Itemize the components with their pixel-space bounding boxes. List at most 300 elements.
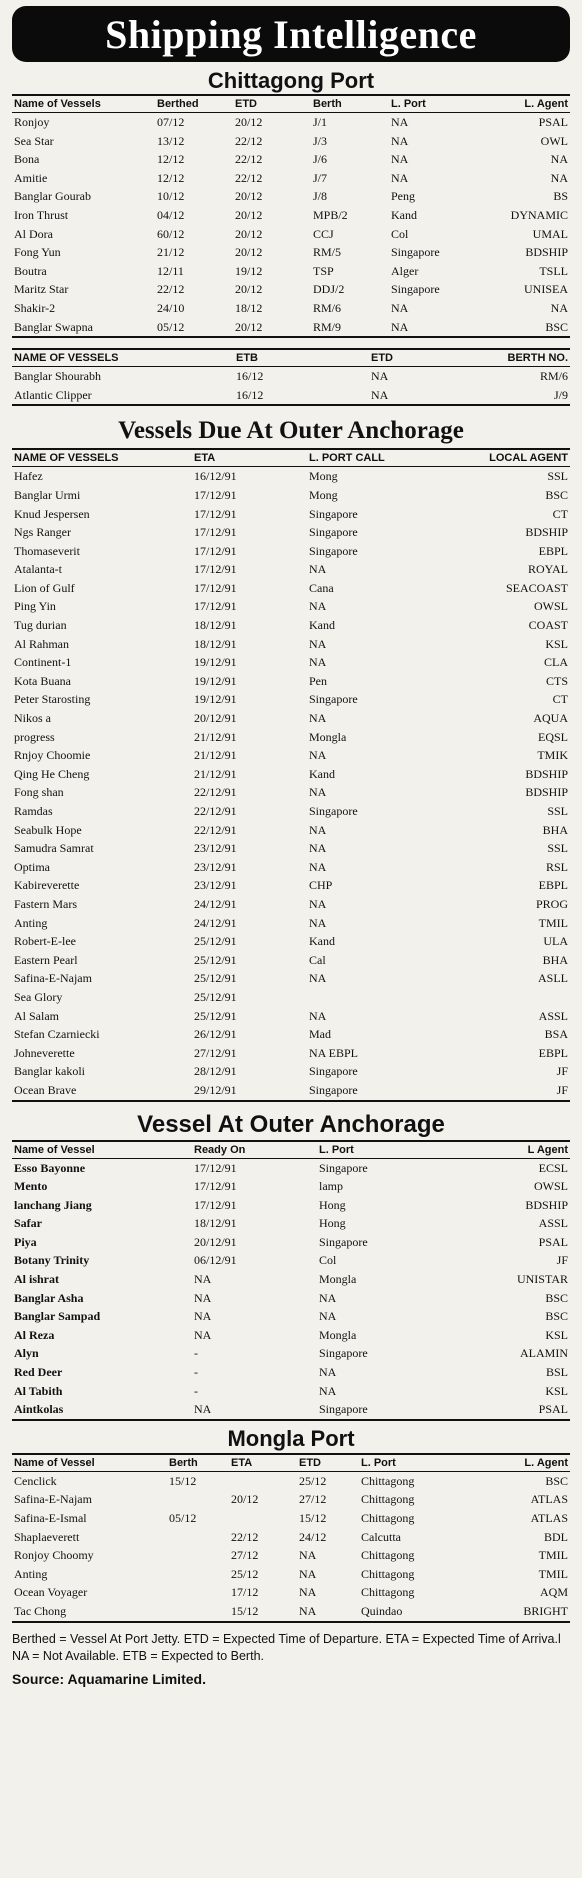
due-cell: Anting (14, 915, 48, 930)
table-row (12, 765, 570, 784)
due-cell: NA (309, 971, 327, 986)
chittagong-cell: J/1 (313, 115, 328, 129)
outer-cell: Red Deer (14, 1365, 63, 1380)
due-cell: Qing He Cheng (14, 766, 90, 781)
table-row (12, 1196, 570, 1215)
due-cell: NA (309, 711, 327, 726)
due-cell: CLA (544, 655, 568, 670)
due-cell: SSL (547, 469, 568, 484)
vessels-due-title: Vessels Due At Outer Anchorage (118, 417, 464, 445)
outer-cell: Mongla (319, 1272, 357, 1287)
outer-cell: Hong (319, 1197, 346, 1212)
due-cell: Seabulk Hope (14, 822, 82, 837)
due-cell: EQSL (538, 729, 568, 744)
table-row (12, 169, 570, 188)
table-row (12, 1326, 570, 1345)
table-row (12, 1471, 570, 1490)
outer-cell: Banglar Sampad (14, 1309, 101, 1324)
etb-header-3: BERTH NO. (469, 350, 570, 367)
outer-cell: Hong (319, 1216, 346, 1231)
chittagong-header-3: Berth (311, 96, 389, 113)
chittagong-cell: 20/12 (235, 245, 263, 260)
mongla-cell: Ocean Voyager (14, 1585, 88, 1600)
outer-cell: BDSHIP (525, 1197, 568, 1212)
chittagong-cell: Iron Thrust (14, 207, 69, 222)
chittagong-header-5: L. Agent (484, 96, 570, 113)
outer-cell: ASSL (538, 1216, 568, 1231)
due-cell: NA (309, 636, 327, 651)
chittagong-header-4: L. Port (389, 96, 484, 113)
chittagong-cell: RM/6 (313, 300, 342, 315)
due-cell: BDSHIP (525, 766, 568, 781)
due-header-1: ETA (192, 450, 307, 467)
etb-cell: NA (371, 387, 389, 402)
mongla-cell: TMIL (538, 1548, 568, 1563)
mongla-cell: NA (299, 1548, 317, 1563)
due-cell: Safina-E-Najam (14, 971, 92, 986)
mongla-cell: 15/12 (299, 1511, 327, 1525)
due-cell: AQUA (533, 711, 568, 726)
due-cell: SSL (547, 804, 568, 818)
chittagong-cell: 20/12 (235, 189, 263, 204)
outer-cell: OWSL (534, 1179, 568, 1194)
due-cell: NA (309, 599, 327, 614)
outer-cell: 06/12/91 (194, 1253, 237, 1268)
outer-cell: ALAMIN (520, 1346, 568, 1361)
due-cell: 17/12/91 (194, 562, 237, 577)
chittagong-cell: NA (550, 152, 568, 167)
table-row (12, 932, 570, 951)
chittagong-port-title: Chittagong Port (207, 68, 375, 93)
table-row (12, 1400, 570, 1419)
table-row (12, 1528, 570, 1547)
vessel-at-outer-title: Vessel At Outer Anchorage (137, 1110, 445, 1138)
due-cell: Lion of Gulf (14, 580, 75, 595)
chittagong-cell: TSP (313, 263, 334, 278)
table-row (12, 1382, 570, 1401)
table-row (12, 802, 570, 821)
due-cell (307, 988, 437, 1007)
due-cell: 24/12/91 (194, 896, 237, 911)
due-cell: Ngs Ranger (14, 525, 71, 540)
mongla-cell: Tac Chong (14, 1603, 67, 1618)
chittagong-cell: 10/12 (157, 189, 185, 204)
mongla-cell: 25/12 (299, 1473, 327, 1488)
chittagong-cell: 18/12 (235, 300, 263, 315)
chittagong-cell: Peng (391, 189, 415, 204)
due-cell: Ramdas (14, 804, 53, 818)
outer-cell: NA (194, 1290, 212, 1305)
due-cell: Rnjoy Choomie (14, 748, 91, 763)
mongla-cell (167, 1583, 229, 1602)
outer-cell: 18/12/91 (194, 1216, 237, 1231)
table-row (12, 1044, 570, 1063)
table-row (12, 635, 570, 654)
outer-cell: Safar (14, 1216, 42, 1231)
due-cell: Pen (309, 673, 327, 688)
table-row (12, 1509, 570, 1528)
due-table-box (12, 448, 570, 1101)
due-cell: 16/12/91 (194, 469, 237, 484)
outer-cell: NA (319, 1383, 337, 1398)
chittagong-cell: Kand (391, 207, 417, 222)
outer-cell: Botany Trinity (14, 1253, 90, 1268)
chittagong-cell: BSC (545, 319, 568, 334)
chittagong-cell: 22/12 (235, 152, 263, 167)
chittagong-cell: 12/12 (157, 170, 185, 185)
table-row (12, 783, 570, 802)
table-row (12, 113, 570, 132)
chittagong-cell: 04/12 (157, 207, 185, 222)
chittagong-cell: 24/10 (157, 300, 185, 315)
mongla-header-5: L. Agent (469, 1455, 570, 1472)
chittagong-cell: 19/12 (235, 263, 263, 278)
due-cell: Samudra Samrat (14, 841, 94, 856)
page-title: Shipping Intelligence (12, 6, 570, 62)
outer-cell: NA (319, 1309, 337, 1324)
due-cell: NA (309, 822, 327, 837)
due-cell: JF (556, 1082, 568, 1097)
table-row (12, 1565, 570, 1584)
due-cell: Mongla (309, 729, 347, 744)
chittagong-cell: Sea Star (14, 133, 54, 148)
chittagong-cell: Banglar Swapna (14, 319, 93, 334)
chittagong-cell: DYNAMIC (510, 207, 568, 222)
table-row (12, 1307, 570, 1326)
due-cell: BDSHIP (525, 525, 568, 540)
due-cell: Singapore (309, 692, 358, 707)
due-cell: Singapore (309, 543, 358, 558)
due-cell: NA (309, 859, 327, 874)
mongla-cell: AQM (539, 1585, 568, 1600)
mongla-cell (167, 1490, 229, 1509)
table-row (12, 1289, 570, 1308)
table-row (12, 505, 570, 524)
due-cell: Robert-E-lee (14, 934, 76, 949)
table-row (12, 858, 570, 877)
outer-cell: Piya (14, 1234, 37, 1249)
chittagong-cell: Col (391, 226, 409, 241)
chittagong-cell: BDSHIP (525, 245, 568, 260)
due-cell: BHA (542, 822, 568, 837)
due-cell: Kota Buana (14, 673, 71, 688)
due-cell: COAST (528, 618, 568, 633)
table-row (12, 243, 570, 262)
due-cell: CTS (545, 673, 568, 688)
outer-cell: 17/12/91 (194, 1197, 237, 1212)
table-row (12, 132, 570, 151)
mongla-cell: Chittagong (361, 1511, 415, 1525)
outer-cell: PSAL (538, 1234, 568, 1249)
due-cell: Singapore (309, 506, 358, 521)
mongla-cell: Shaplaeverett (14, 1529, 80, 1544)
due-cell: 21/12/91 (194, 766, 237, 781)
mongla-cell: Safina-E-Ismal (14, 1511, 87, 1525)
mongla-cell: NA (299, 1585, 317, 1600)
table-row (12, 367, 570, 386)
outer-cell: Esso Bayonne (14, 1160, 86, 1175)
chittagong-cell: 22/12 (235, 170, 263, 185)
due-cell: 25/12/91 (194, 971, 237, 986)
chittagong-cell: UNISEA (524, 282, 568, 297)
due-cell: CHP (309, 878, 333, 893)
chittagong-cell: 20/12 (235, 282, 263, 297)
mongla-cell: 24/12 (299, 1529, 327, 1544)
chittagong-cell: 13/12 (157, 133, 185, 148)
chittagong-cell: CCJ (313, 226, 334, 241)
outer-cell: Al ishrat (14, 1272, 59, 1287)
outer-cell: - (194, 1365, 198, 1380)
table-row (12, 597, 570, 616)
mongla-table (12, 1455, 570, 1621)
table-row (12, 1490, 570, 1509)
due-cell: Singapore (309, 1064, 358, 1079)
outer-cell: ECSL (538, 1160, 568, 1175)
due-cell: 18/12/91 (194, 618, 237, 633)
due-cell: Johneverette (14, 1045, 75, 1060)
due-cell: 21/12/91 (194, 729, 237, 744)
chittagong-cell: Alger (391, 263, 419, 278)
source-credit: Source: Aquamarine Limited. (12, 1670, 206, 1687)
mongla-header-0: Name of Vessel (12, 1455, 167, 1472)
outer-cell: Mento (14, 1179, 48, 1194)
mongla-cell: 27/12 (231, 1548, 259, 1563)
due-cell: 19/12/91 (194, 692, 237, 707)
chittagong-table-box (12, 94, 570, 338)
table-row (12, 1214, 570, 1233)
due-cell: Cal (309, 952, 326, 967)
due-cell: 17/12/91 (194, 543, 237, 558)
due-cell: BSC (545, 487, 568, 502)
mongla-cell: Anting (14, 1566, 48, 1581)
due-cell: CT (552, 506, 568, 521)
chittagong-cell: OWL (540, 133, 568, 148)
due-header-0: NAME OF VESSELS (12, 450, 192, 467)
chittagong-cell: 05/12 (157, 319, 185, 334)
chittagong-cell: 12/11 (157, 263, 184, 278)
outer-cell: BSL (545, 1365, 568, 1380)
table-row (12, 579, 570, 598)
table-row (12, 1363, 570, 1382)
due-cell: 25/12/91 (194, 934, 237, 949)
chittagong-cell: RM/5 (313, 245, 342, 260)
table-row (12, 1007, 570, 1026)
table-row (12, 876, 570, 895)
mongla-cell (229, 1509, 297, 1528)
due-cell: BSA (544, 1027, 568, 1042)
chittagong-cell: NA (391, 319, 409, 334)
outer-cell: Singapore (319, 1402, 368, 1417)
outer-cell: NA (319, 1365, 337, 1380)
due-cell: Mad (309, 1027, 331, 1042)
table-row (12, 280, 570, 299)
due-table (12, 450, 570, 1099)
outer-cell: Col (319, 1253, 337, 1268)
outer-cell: Banglar Asha (14, 1290, 84, 1305)
chittagong-cell: Ronjoy (14, 115, 50, 129)
table-row (12, 1583, 570, 1602)
due-cell: Fong shan (14, 785, 64, 800)
footnote: Berthed = Vessel At Port Jetty. ETD = Expected Time of Departure. ETA = Expected Time of Arriva.l NA = Not Available. ETB = Expected to Berth. (12, 1631, 561, 1663)
table-row (12, 225, 570, 244)
due-cell: Sea Glory (14, 989, 63, 1004)
due-cell: SEACOAST (505, 580, 568, 595)
table-row (12, 839, 570, 858)
chittagong-cell: Bona (14, 152, 40, 167)
due-cell: NA (309, 785, 327, 800)
due-cell: 24/12/91 (194, 915, 237, 930)
mongla-cell: BSC (545, 1473, 568, 1488)
chittagong-cell: Maritz Star (14, 282, 69, 297)
etb-header-2: ETD (369, 350, 469, 367)
outer-cell: Mongla (319, 1327, 357, 1342)
chittagong-cell: NA (391, 115, 409, 129)
due-header-3: LOCAL AGENT (437, 450, 570, 467)
chittagong-cell: NA (391, 300, 409, 315)
outer-table (12, 1142, 570, 1419)
outer-cell: lamp (319, 1179, 343, 1194)
mongla-cell: ATLAS (530, 1511, 568, 1525)
table-row (12, 746, 570, 765)
due-cell: Thomaseverit (14, 543, 80, 558)
outer-cell: NA (194, 1402, 212, 1417)
due-cell: Kabireverette (14, 878, 80, 893)
outer-header-1: Ready On (192, 1142, 317, 1159)
outer-cell: Singapore (319, 1234, 368, 1249)
chittagong-cell: 21/12 (157, 245, 185, 260)
table-row (12, 1158, 570, 1177)
mongla-port-title: Mongla Port (227, 1425, 355, 1451)
outer-cell: 20/12/91 (194, 1234, 237, 1249)
table-row (12, 914, 570, 933)
mongla-cell: TMIL (538, 1566, 568, 1581)
due-cell: Mong (309, 487, 338, 502)
mongla-cell: 22/12 (231, 1529, 259, 1544)
outer-header-3: L Agent (447, 1142, 570, 1159)
outer-cell: UNISTAR (516, 1272, 568, 1287)
due-cell: BHA (542, 952, 568, 967)
due-cell: 17/12/91 (194, 506, 237, 521)
due-cell: Banglar Urmi (14, 487, 81, 502)
newspaper-clipping (12, 6, 570, 1687)
due-cell: Kand (309, 618, 335, 633)
chittagong-cell: PSAL (538, 115, 568, 129)
outer-cell: NA (194, 1272, 212, 1287)
due-cell (437, 988, 570, 1007)
table-row (12, 1602, 570, 1621)
outer-header-2: L. Port (317, 1142, 447, 1159)
mongla-cell: Ronjoy Choomy (14, 1548, 94, 1563)
mongla-cell: NA (299, 1603, 317, 1618)
due-cell: Kand (309, 934, 335, 949)
due-cell: 17/12/91 (194, 525, 237, 540)
due-cell: 25/12/91 (194, 952, 237, 967)
due-cell: Banglar kakoli (14, 1064, 85, 1079)
mongla-cell (167, 1565, 229, 1584)
due-cell: CT (552, 692, 568, 707)
due-cell: 23/12/91 (194, 878, 237, 893)
due-cell: 28/12/91 (194, 1064, 237, 1079)
due-cell: Ping Yin (14, 599, 56, 614)
outer-cell: BSC (545, 1290, 568, 1305)
mongla-header-2: ETA (229, 1455, 297, 1472)
outer-cell: Singapore (319, 1160, 368, 1175)
mongla-cell: Chittagong (361, 1566, 415, 1581)
chittagong-cell: Fong Yun (14, 245, 61, 260)
due-cell: Singapore (309, 1082, 358, 1097)
due-cell: Fastern Mars (14, 896, 77, 911)
chittagong-cell: NA (391, 133, 409, 148)
mongla-cell: 20/12 (231, 1492, 259, 1507)
due-cell: NA (309, 915, 327, 930)
table-row (12, 1081, 570, 1100)
due-cell: 25/12/91 (194, 1008, 237, 1023)
due-cell: Kand (309, 766, 335, 781)
chittagong-cell: Shakir-2 (14, 300, 56, 315)
chittagong-table (12, 96, 570, 336)
table-row (12, 1233, 570, 1252)
due-cell: EBPL (538, 878, 568, 893)
table-row (12, 299, 570, 318)
etb-cell: Atlantic Clipper (14, 387, 92, 402)
mongla-cell: NA (299, 1566, 317, 1581)
due-cell: 21/12/91 (194, 748, 237, 763)
outer-cell: KSL (545, 1327, 568, 1342)
etb-cell: J/9 (553, 387, 568, 402)
mongla-cell: BRIGHT (523, 1603, 568, 1618)
mongla-cell: 17/12 (231, 1585, 259, 1600)
etb-cell: 16/12 (236, 369, 264, 384)
due-cell: 17/12/91 (194, 487, 237, 502)
chittagong-cell: NA (550, 300, 568, 315)
due-cell: Mong (309, 469, 338, 484)
chittagong-cell: J/6 (313, 152, 328, 167)
chittagong-cell: UMAL (532, 226, 568, 241)
table-row (12, 467, 570, 486)
table-row (12, 262, 570, 281)
due-cell: 23/12/91 (194, 841, 237, 856)
etb-header-0: NAME OF VESSELS (12, 350, 234, 367)
chittagong-cell: Banglar Gourab (14, 189, 91, 204)
due-cell: progress (14, 729, 55, 744)
etb-header-1: ETB (234, 350, 369, 367)
outer-cell: - (194, 1346, 198, 1361)
table-row (12, 969, 570, 988)
due-cell: Ocean Brave (14, 1082, 77, 1097)
due-cell: 19/12/91 (194, 673, 237, 688)
table-row (12, 1025, 570, 1044)
chittagong-cell: J/7 (313, 170, 328, 185)
table-row (12, 690, 570, 709)
due-cell: RSL (545, 859, 568, 874)
due-cell: Singapore (309, 804, 358, 818)
due-cell: 17/12/91 (194, 580, 237, 595)
due-cell: EBPL (538, 1045, 568, 1060)
due-cell: NA (309, 841, 327, 856)
due-cell: Singapore (309, 525, 358, 540)
outer-table-box (12, 1140, 570, 1421)
mongla-cell: Safina-E-Najam (14, 1492, 92, 1507)
chittagong-cell: 22/12 (157, 282, 185, 297)
due-cell: 22/12/91 (194, 822, 237, 837)
chittagong-cell: 12/12 (157, 152, 185, 167)
mongla-header-1: Berth (167, 1455, 229, 1472)
due-cell: JF (556, 1064, 568, 1079)
chittagong-cell: RM/9 (313, 319, 342, 334)
chittagong-cell: Amitie (14, 170, 48, 185)
table-row (12, 318, 570, 337)
due-cell: 23/12/91 (194, 859, 237, 874)
